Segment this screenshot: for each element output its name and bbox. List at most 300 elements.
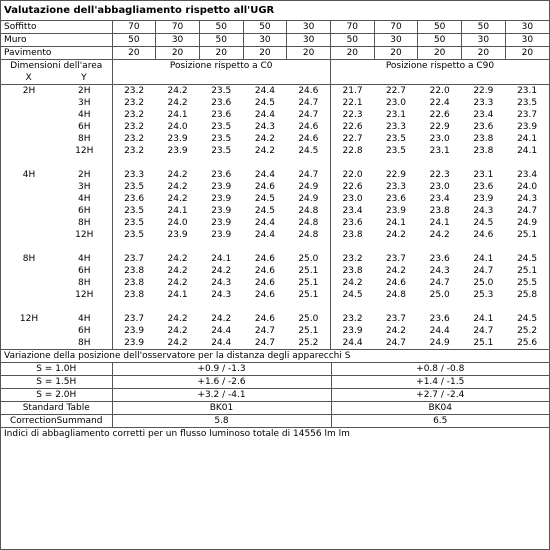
reflectance-row xyxy=(1,21,549,34)
ugr-c0-value: 23.8 xyxy=(124,290,145,300)
x-dimension-cell: 8H xyxy=(22,254,36,264)
variation-row xyxy=(1,376,549,389)
x-dimension-cell xyxy=(1,97,57,109)
group-spacer-row xyxy=(1,157,549,169)
table-row xyxy=(1,289,549,301)
variation-table xyxy=(1,363,549,428)
ugr-c90-value: 23.0 xyxy=(385,98,406,108)
ugr-c0-value: 24.4 xyxy=(254,218,275,228)
table-row xyxy=(1,181,549,193)
ugr-c90-value: 25.5 xyxy=(517,278,538,288)
ugr-c90-value: 23.1 xyxy=(473,170,494,180)
ugr-c0-value: 23.9 xyxy=(167,146,188,156)
ugr-c90-value: 22.4 xyxy=(429,98,450,108)
reflectance-value: 20 xyxy=(330,47,374,60)
spacing-label: S = 1.0H xyxy=(1,363,112,376)
reflectance-row xyxy=(1,47,549,60)
ugr-c90-value: 24.1 xyxy=(473,314,494,324)
x-dimension-cell xyxy=(1,229,57,241)
ugr-c90-value: 24.1 xyxy=(517,146,538,156)
ugr-c90-value: 22.6 xyxy=(342,182,363,192)
ugr-c0-value: 23.5 xyxy=(124,206,145,216)
ugr-c0-value: 24.7 xyxy=(243,337,287,350)
ugr-c0-value: 24.9 xyxy=(287,193,331,205)
y-dimension-cell: 12H xyxy=(57,289,112,301)
table-row xyxy=(1,109,549,121)
ugr-c90-value: 25.1 xyxy=(517,230,538,240)
ugr-c90-value: 23.3 xyxy=(385,182,406,192)
ugr-c90-value: 22.7 xyxy=(385,86,406,96)
ugr-c0-value: 25.2 xyxy=(287,337,331,350)
x-dimension-cell xyxy=(1,325,57,337)
x-dimension-cell xyxy=(1,265,57,277)
ugr-c90-value: 23.2 xyxy=(342,254,363,264)
y-dimension-cell: 8H xyxy=(57,277,112,289)
ugr-c90-value: 23.8 xyxy=(473,134,494,144)
x-dimension-cell: 2H xyxy=(22,86,36,96)
reflectance-label: Soffitto xyxy=(1,21,112,34)
reflectance-value: 20 xyxy=(112,47,156,60)
ugr-c90-value: 22.9 xyxy=(385,170,406,180)
y-dimension-cell: 4H xyxy=(57,253,112,265)
ugr-c0-value: 24.4 xyxy=(199,337,243,350)
correction-summand-c0: 5.8 xyxy=(112,415,331,428)
y-dimension-cell: 2H xyxy=(57,85,112,98)
reflectance-value: 50 xyxy=(418,21,462,34)
y-dimension-cell: 3H xyxy=(57,97,112,109)
ugr-c90-value: 24.9 xyxy=(517,218,538,228)
ugr-c0-value: 24.2 xyxy=(167,170,188,180)
reflectance-value: 30 xyxy=(156,34,200,47)
correction-summand-c90: 6.5 xyxy=(331,415,549,428)
ugr-c90-value: 23.6 xyxy=(429,254,450,264)
y-dimension-cell: 6H xyxy=(57,325,112,337)
ugr-c0-value: 24.6 xyxy=(254,314,275,324)
ugr-c90-value: 24.5 xyxy=(473,218,494,228)
ugr-c90-value: 23.0 xyxy=(342,194,363,204)
ugr-c0-value: 24.8 xyxy=(287,217,331,229)
ugr-c90-value: 24.7 xyxy=(374,337,418,350)
ugr-c90-value: 24.5 xyxy=(342,290,363,300)
y-dimension-cell: 12H xyxy=(57,229,112,241)
ugr-c0-value: 25.1 xyxy=(287,277,331,289)
ugr-c0-value: 24.4 xyxy=(254,110,275,120)
reflectance-value: 20 xyxy=(243,47,287,60)
ugr-c0-value: 24.2 xyxy=(211,314,232,324)
reflectance-value: 50 xyxy=(418,34,462,47)
reflectance-label: Muro xyxy=(1,34,112,47)
ugr-c90-value: 24.1 xyxy=(385,218,406,228)
ugr-c90-value: 23.4 xyxy=(517,170,538,180)
ugr-c0-value: 24.2 xyxy=(156,337,200,350)
ugr-c90-value: 24.6 xyxy=(385,278,406,288)
ugr-c0-value: 24.7 xyxy=(287,169,331,181)
ugr-c0-value: 24.4 xyxy=(254,86,275,96)
x-dimension-cell xyxy=(1,217,57,229)
ugr-c0-value: 24.2 xyxy=(167,326,188,336)
ugr-c90-value: 24.2 xyxy=(385,266,406,276)
ugr-c90-value: 23.2 xyxy=(342,314,363,324)
ugr-c0-value: 23.7 xyxy=(124,314,145,324)
ugr-c0-value: 24.6 xyxy=(254,290,275,300)
ugr-c90-value: 23.1 xyxy=(517,86,538,96)
table-row xyxy=(1,133,549,145)
table-row xyxy=(1,265,549,277)
ugr-c0-value: 23.5 xyxy=(124,218,145,228)
ugr-c90-value: 22.3 xyxy=(342,110,363,120)
variation-row xyxy=(1,389,549,402)
ugr-c0-value: 24.7 xyxy=(254,326,275,336)
ugr-c90-value: 23.6 xyxy=(342,218,363,228)
ugr-c0-value: 24.6 xyxy=(254,266,275,276)
ugr-c90-value: 23.7 xyxy=(517,110,538,120)
ugr-c90-value: 23.7 xyxy=(385,254,406,264)
ugr-c90-value: 23.9 xyxy=(517,122,538,132)
ugr-c0-value: 23.9 xyxy=(124,326,145,336)
table-row xyxy=(1,121,549,133)
reflectance-value: 30 xyxy=(462,34,506,47)
reflectance-value: 20 xyxy=(287,47,331,60)
reflectance-value: 20 xyxy=(374,47,418,60)
ugr-c0-value: 24.6 xyxy=(254,182,275,192)
reflectance-value: 50 xyxy=(243,21,287,34)
spacing-label: S = 1.5H xyxy=(1,376,112,389)
variation-label: Variazione della posizione dell'osservatore per la distanza degli apparecchi S xyxy=(1,350,549,363)
table-row xyxy=(1,193,549,205)
reflectance-value: 30 xyxy=(243,34,287,47)
ugr-c0-value: 23.5 xyxy=(124,230,145,240)
reflectance-value: 50 xyxy=(199,34,243,47)
variation-c90: +2.7 / -2.4 xyxy=(331,389,549,402)
ugr-c90-value: 24.3 xyxy=(429,266,450,276)
ugr-c0-value: 24.2 xyxy=(167,278,188,288)
ugr-c0-value: 25.0 xyxy=(287,253,331,265)
ugr-c90-value: 22.3 xyxy=(429,170,450,180)
ugr-c90-value: 24.1 xyxy=(429,218,450,228)
ugr-c90-value: 24.4 xyxy=(330,337,374,350)
x-dimension-cell xyxy=(1,121,57,133)
ugr-c90-value: 24.3 xyxy=(517,194,538,204)
ugr-c0-value: 23.5 xyxy=(211,134,232,144)
y-dimension-cell: 12H xyxy=(57,145,112,157)
ugr-c90-value: 24.7 xyxy=(517,206,538,216)
ugr-c90-value: 23.7 xyxy=(385,314,406,324)
x-dimension-cell: 4H xyxy=(22,170,36,180)
y-dimension-cell: 4H xyxy=(57,193,112,205)
ugr-c90-value: 22.0 xyxy=(429,86,450,96)
x-dimension-cell xyxy=(1,289,57,301)
ugr-c90-value: 24.1 xyxy=(517,134,538,144)
ugr-c0-value: 24.4 xyxy=(254,230,275,240)
ugr-c90-value: 24.4 xyxy=(429,326,450,336)
reflectance-value: 50 xyxy=(330,34,374,47)
y-dimension-cell: 3H xyxy=(57,181,112,193)
ugr-c90-value: 24.8 xyxy=(385,290,406,300)
reflectance-value: 30 xyxy=(287,34,331,47)
ugr-c0-value: 23.9 xyxy=(112,337,156,350)
y-label: Y xyxy=(81,73,87,83)
ugr-c0-value: 23.2 xyxy=(124,110,145,120)
y-dimension-cell: 8H xyxy=(57,337,112,350)
ugr-c0-value: 23.5 xyxy=(124,182,145,192)
ugr-c90-value: 23.8 xyxy=(429,206,450,216)
ugr-c90-value: 23.8 xyxy=(473,146,494,156)
ugr-c0-value: 23.6 xyxy=(211,170,232,180)
ugr-c0-value: 25.1 xyxy=(287,265,331,277)
y-dimension-cell: 8H xyxy=(57,217,112,229)
reflectance-value: 20 xyxy=(505,47,549,60)
ugr-c0-value: 24.3 xyxy=(254,122,275,132)
ugr-c0-value: 24.3 xyxy=(211,290,232,300)
ugr-c90-value: 22.7 xyxy=(342,134,363,144)
ugr-c90-value: 25.1 xyxy=(517,266,538,276)
ugr-c0-value: 24.7 xyxy=(287,97,331,109)
ugr-c0-value: 24.5 xyxy=(254,206,275,216)
ugr-c90-value: 23.8 xyxy=(342,266,363,276)
group-spacer-row xyxy=(1,301,549,313)
spacing-label: S = 2.0H xyxy=(1,389,112,402)
y-dimension-cell: 2H xyxy=(57,169,112,181)
ugr-c0-value: 23.7 xyxy=(124,254,145,264)
ugr-c0-value: 23.2 xyxy=(124,86,145,96)
standard-table-c90: BK04 xyxy=(331,402,549,415)
ugr-c90-value: 25.0 xyxy=(429,290,450,300)
ugr-c90-value: 23.4 xyxy=(473,110,494,120)
ugr-c0-value: 23.9 xyxy=(211,218,232,228)
table-row xyxy=(1,205,549,217)
ugr-c90-value: 25.6 xyxy=(505,337,549,350)
ugr-c0-value: 23.5 xyxy=(211,122,232,132)
table-row xyxy=(1,85,549,98)
ugr-c90-value: 24.2 xyxy=(429,230,450,240)
ugr-c90-value: 23.5 xyxy=(385,146,406,156)
reflectance-value: 30 xyxy=(287,21,331,34)
ugr-c0-value: 24.1 xyxy=(211,254,232,264)
ugr-c90-value: 23.6 xyxy=(473,122,494,132)
ugr-c90-value: 22.1 xyxy=(342,98,363,108)
reflectance-value: 70 xyxy=(112,21,156,34)
x-dimension-cell xyxy=(1,145,57,157)
ugr-c0-value: 23.6 xyxy=(124,194,145,204)
ugr-c0-value: 25.1 xyxy=(287,289,331,301)
variation-c90: +1.4 / -1.5 xyxy=(331,376,549,389)
ugr-c90-value: 24.7 xyxy=(429,278,450,288)
ugr-c90-value: 23.8 xyxy=(342,230,363,240)
ugr-c90-value: 22.9 xyxy=(429,122,450,132)
ugr-c0-value: 24.4 xyxy=(254,170,275,180)
ugr-c0-value: 23.6 xyxy=(211,110,232,120)
x-dimension-cell xyxy=(1,205,57,217)
reflectance-value: 50 xyxy=(462,21,506,34)
reflectance-row xyxy=(1,34,549,47)
ugr-c90-value: 23.0 xyxy=(429,182,450,192)
table-row xyxy=(1,229,549,241)
ugr-c0-value: 24.2 xyxy=(254,146,275,156)
ugr-c0-value: 24.2 xyxy=(167,98,188,108)
reflectance-value: 30 xyxy=(505,21,549,34)
ugr-c0-value: 23.9 xyxy=(211,230,232,240)
ugr-c90-value: 23.1 xyxy=(385,110,406,120)
ugr-c0-value: 24.0 xyxy=(167,122,188,132)
footer-note: Indici di abbagliamento corretti per un flusso luminoso totale di 14556 lm lm xyxy=(4,429,350,439)
ugr-c90-value: 23.5 xyxy=(385,134,406,144)
correction-summand-label: CorrectionSummand xyxy=(1,415,112,428)
y-dimension-cell: 8H xyxy=(57,133,112,145)
ugr-c90-value: 24.2 xyxy=(385,326,406,336)
table-row xyxy=(1,277,549,289)
standard-table-c0: BK01 xyxy=(112,402,331,415)
ugr-c90-value: 23.5 xyxy=(517,98,538,108)
y-dimension-cell: 4H xyxy=(57,313,112,325)
ugr-c0-value: 24.5 xyxy=(254,194,275,204)
ugr-c90-value: 22.6 xyxy=(342,122,363,132)
x-dimension-cell xyxy=(1,337,57,350)
reflectance-value: 20 xyxy=(418,47,462,60)
x-dimension-cell xyxy=(1,181,57,193)
ugr-c0-value: 23.6 xyxy=(211,98,232,108)
ugr-c0-value: 24.1 xyxy=(167,206,188,216)
ugr-c90-value: 21.7 xyxy=(342,86,363,96)
ugr-c0-value: 24.9 xyxy=(287,181,331,193)
reflectance-value: 20 xyxy=(156,47,200,60)
reflectance-label: Pavimento xyxy=(1,47,112,60)
ugr-c0-value: 24.6 xyxy=(254,278,275,288)
ugr-c0-value: 24.1 xyxy=(167,110,188,120)
variation-row xyxy=(1,363,549,376)
ugr-c0-value: 25.0 xyxy=(287,313,331,325)
y-dimension-cell: 6H xyxy=(57,205,112,217)
ugr-values-table xyxy=(1,60,549,350)
ugr-c90-value: 25.8 xyxy=(517,290,538,300)
ugr-c90-value: 22.8 xyxy=(342,146,363,156)
ugr-c90-value: 24.2 xyxy=(385,230,406,240)
reflectance-value: 70 xyxy=(156,21,200,34)
ugr-c0-value: 24.5 xyxy=(287,145,331,157)
ugr-c90-value: 23.3 xyxy=(385,122,406,132)
reflectance-value: 20 xyxy=(199,47,243,60)
ugr-c0-value: 23.3 xyxy=(124,170,145,180)
ugr-c90-value: 23.1 xyxy=(429,146,450,156)
ugr-c0-value: 24.2 xyxy=(254,134,275,144)
x-dimension-cell xyxy=(1,193,57,205)
ugr-c90-value: 24.1 xyxy=(473,254,494,264)
x-dimension-cell xyxy=(1,277,57,289)
ugr-c90-value: 24.6 xyxy=(473,230,494,240)
y-dimension-cell: 6H xyxy=(57,265,112,277)
ugr-c0-value: 24.2 xyxy=(167,266,188,276)
ugr-c0-value: 23.9 xyxy=(167,134,188,144)
position-c90-header: Posizione rispetto a C90 xyxy=(330,60,549,85)
ugr-c0-value: 23.8 xyxy=(124,266,145,276)
reflectance-value: 20 xyxy=(462,47,506,60)
page-title: Valutazione dell'abbagliamento rispetto all'UGR xyxy=(1,1,549,21)
ugr-c0-value: 23.2 xyxy=(124,98,145,108)
table-row xyxy=(1,169,549,181)
ugr-c0-value: 25.1 xyxy=(287,325,331,337)
ugr-c90-value: 23.4 xyxy=(429,194,450,204)
reflectance-value: 30 xyxy=(505,34,549,47)
ugr-c0-value: 24.2 xyxy=(167,194,188,204)
group-spacer-row xyxy=(1,241,549,253)
reflectance-value: 50 xyxy=(199,21,243,34)
ugr-c90-value: 22.9 xyxy=(473,86,494,96)
ugr-c90-value: 23.6 xyxy=(429,314,450,324)
ugr-c90-value: 24.5 xyxy=(517,314,538,324)
ugr-c0-value: 24.4 xyxy=(211,326,232,336)
ugr-c90-value: 22.6 xyxy=(429,110,450,120)
ugr-c0-value: 24.0 xyxy=(167,218,188,228)
ugr-c0-value: 23.9 xyxy=(211,182,232,192)
ugr-c0-value: 24.2 xyxy=(211,266,232,276)
ugr-c90-value: 24.3 xyxy=(473,206,494,216)
position-c0-header: Posizione rispetto a C0 xyxy=(112,60,330,85)
ugr-c0-value: 23.5 xyxy=(211,146,232,156)
x-dimension-cell xyxy=(1,109,57,121)
ugr-c0-value: 24.8 xyxy=(287,229,331,241)
ugr-c0-value: 24.2 xyxy=(167,86,188,96)
variation-c0: +1.6 / -2.6 xyxy=(112,376,331,389)
ugr-c0-value: 23.8 xyxy=(124,278,145,288)
ugr-c0-value: 23.5 xyxy=(211,86,232,96)
ugr-c0-value: 24.3 xyxy=(211,278,232,288)
x-label: X xyxy=(25,73,32,83)
table-row xyxy=(1,313,549,325)
table-row xyxy=(1,325,549,337)
ugr-c0-value: 23.2 xyxy=(124,122,145,132)
ugr-c90-value: 25.3 xyxy=(473,290,494,300)
ugr-c0-value: 23.2 xyxy=(124,134,145,144)
table-row xyxy=(1,145,549,157)
y-dimension-cell: 6H xyxy=(57,121,112,133)
ugr-c90-value: 24.9 xyxy=(418,337,462,350)
table-row xyxy=(1,337,549,350)
ugr-c0-value: 23.9 xyxy=(167,230,188,240)
reflectance-value: 50 xyxy=(112,34,156,47)
variation-c0: +0.9 / -1.3 xyxy=(112,363,331,376)
area-dimensions-label: Dimensioni dell'area xyxy=(10,61,103,71)
y-dimension-cell: 4H xyxy=(57,109,112,121)
variation-c90: +0.8 / -0.8 xyxy=(331,363,549,376)
x-dimension-cell: 12H xyxy=(19,314,39,324)
standard-table-row xyxy=(1,402,549,415)
reflectance-header-table xyxy=(1,21,549,60)
table-row xyxy=(1,97,549,109)
correction-summand-row xyxy=(1,415,549,428)
ugr-c0-value: 24.6 xyxy=(254,254,275,264)
ugr-c0-value: 23.9 xyxy=(211,194,232,204)
ugr-c0-value: 24.6 xyxy=(287,85,331,98)
reflectance-value: 70 xyxy=(330,21,374,34)
ugr-c90-value: 23.9 xyxy=(473,194,494,204)
ugr-c90-value: 25.1 xyxy=(462,337,506,350)
ugr-c0-value: 24.7 xyxy=(287,109,331,121)
ugr-c90-value: 25.0 xyxy=(473,278,494,288)
standard-table-label: Standard Table xyxy=(1,402,112,415)
x-dimension-cell xyxy=(1,133,57,145)
ugr-c0-value: 24.1 xyxy=(167,290,188,300)
ugr-c90-value: 23.3 xyxy=(473,98,494,108)
ugr-c0-value: 23.2 xyxy=(124,146,145,156)
ugr-c0-value: 24.6 xyxy=(287,133,331,145)
ugr-c90-value: 24.7 xyxy=(473,266,494,276)
ugr-c0-value: 23.9 xyxy=(211,206,232,216)
ugr-c0-value: 24.2 xyxy=(167,254,188,264)
ugr-c90-value: 24.5 xyxy=(517,254,538,264)
ugr-c90-value: 23.6 xyxy=(385,194,406,204)
ugr-c0-value: 24.2 xyxy=(167,182,188,192)
ugr-c90-value: 23.6 xyxy=(473,182,494,192)
ugr-c90-value: 23.9 xyxy=(342,326,363,336)
